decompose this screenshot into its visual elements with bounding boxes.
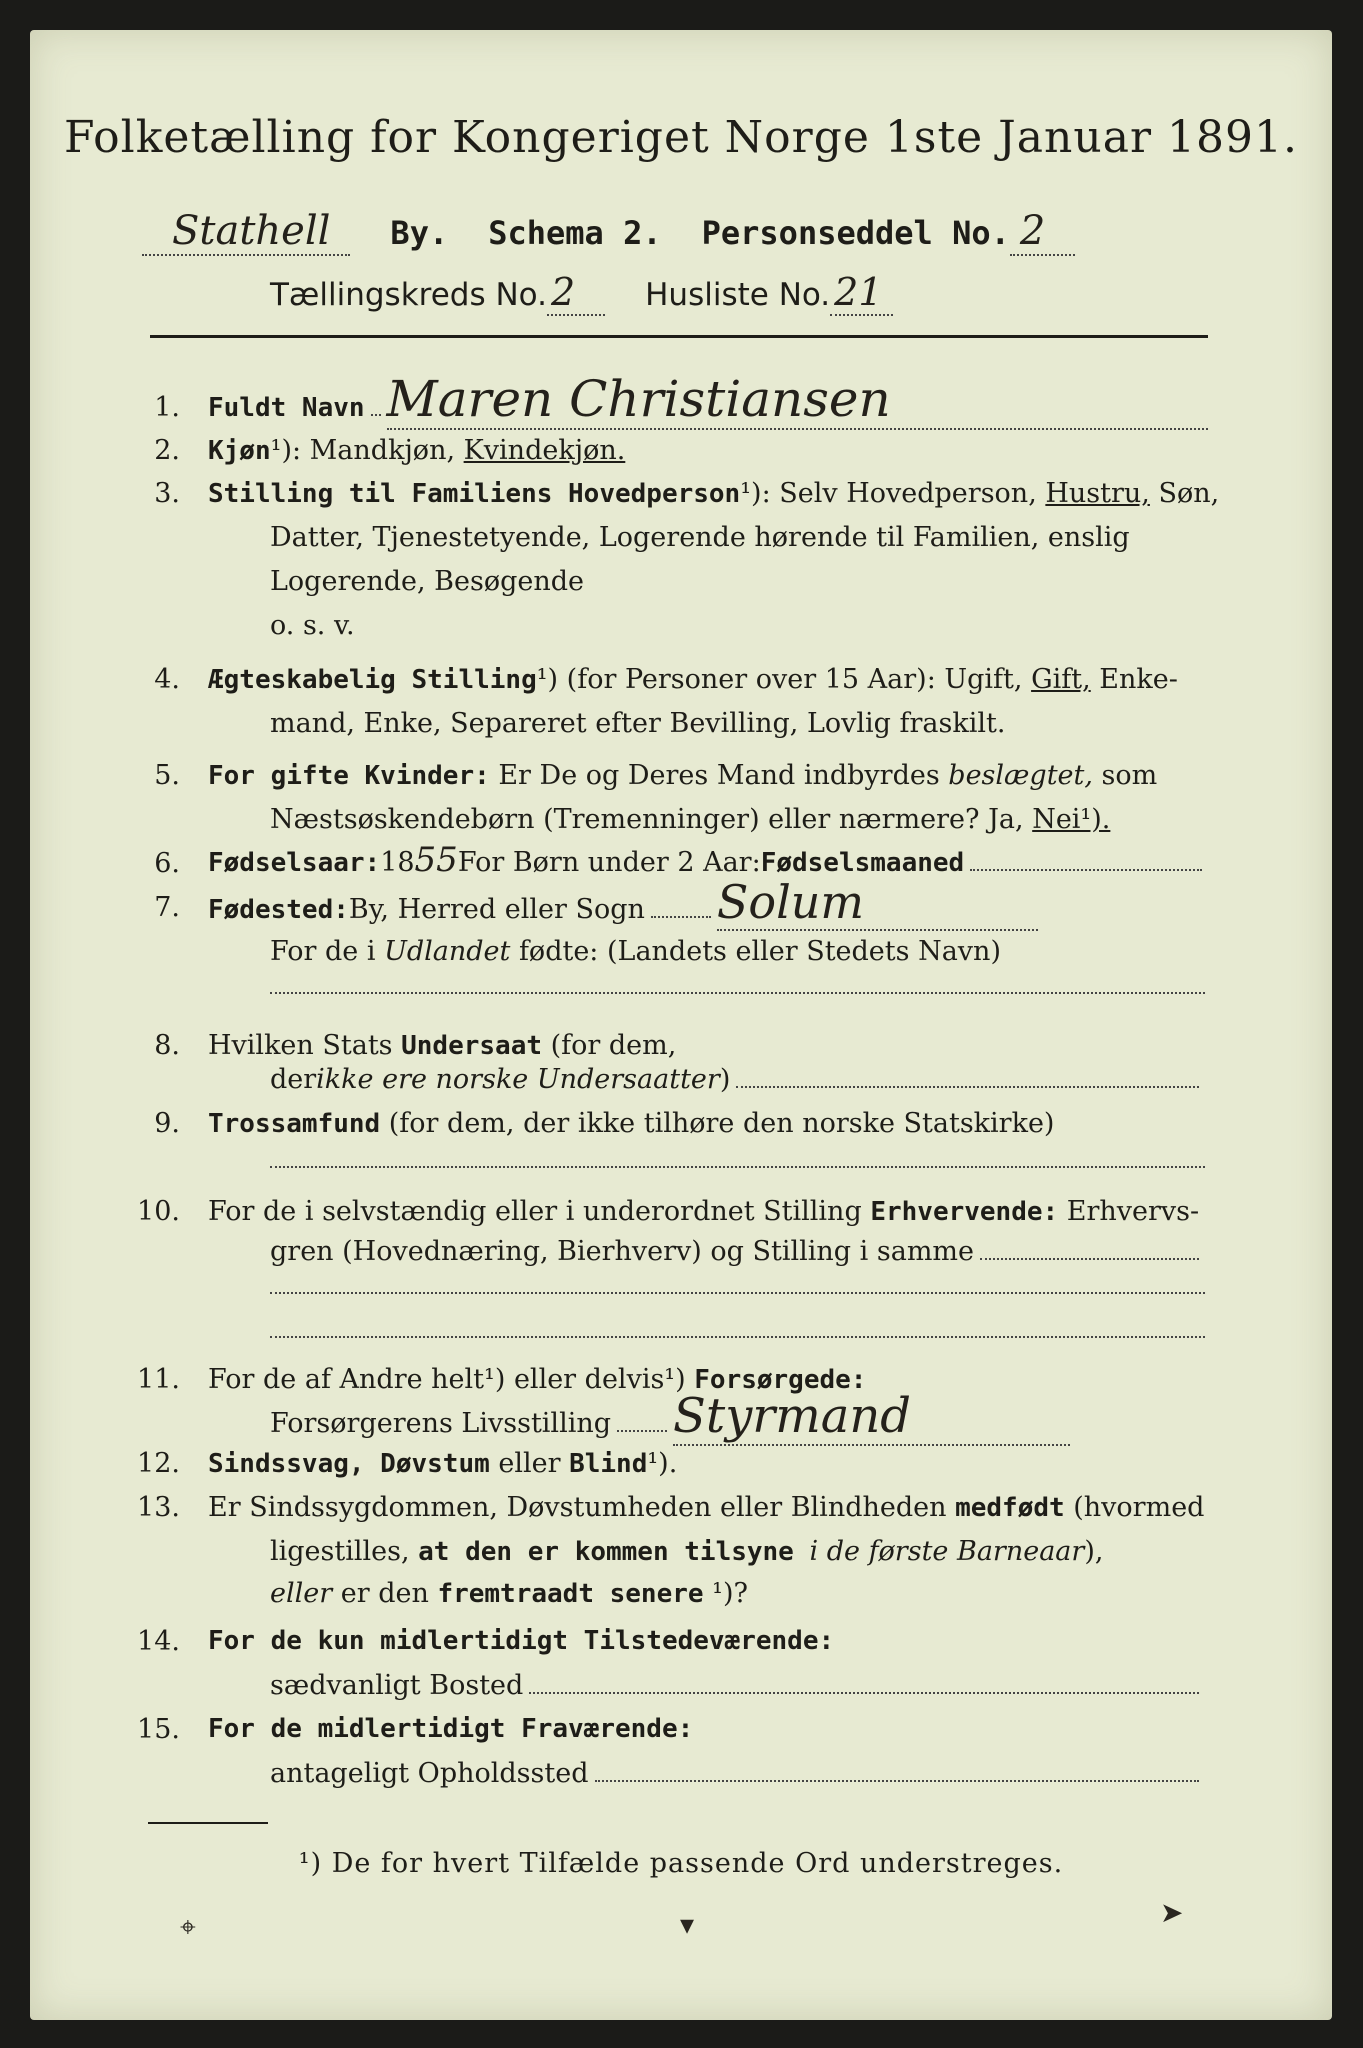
item-8-line2i: ikke ere norske Undersaatter [316, 1064, 720, 1095]
item-13-line3-row [270, 1578, 748, 1609]
item-6-label2: Fødselsmaaned [760, 848, 965, 878]
item-11-line2-row [270, 1388, 1070, 1446]
item-9-label: Trossamfund [208, 1109, 381, 1139]
item-8-line2a: der [270, 1064, 317, 1095]
item-9-blank-line [270, 1166, 1205, 1168]
item-13-number: 13. [137, 1492, 180, 1523]
item-1-row [208, 370, 1208, 430]
item-12-label2: Blind [569, 1449, 648, 1479]
item-8-line2-row [270, 1064, 1205, 1095]
arrow-mark-center: ▾ [680, 1908, 695, 1941]
item-6-value: 55 [414, 840, 458, 880]
form-title: Folketælling for Kongeriget Norge 1ste Januar 1891. [64, 112, 1298, 163]
item-11-line2: Forsørgerens Livsstilling [270, 1408, 612, 1439]
item-4-number: 4. [154, 664, 180, 695]
item-11-number: 11. [137, 1364, 180, 1395]
item-12-row [208, 1448, 677, 1479]
item-12-text: eller [489, 1448, 570, 1479]
item-2-number: 2. [154, 435, 180, 466]
item-7-blank-line [270, 992, 1205, 994]
item-10-text2: Erhvervs- [1058, 1196, 1200, 1227]
item-3-number: 3. [154, 478, 180, 509]
husliste-label: Husliste No. [645, 277, 831, 313]
item-13-line3a: er den [332, 1578, 438, 1609]
footnote: ¹) De for hvert Tilfælde passende Ord understreges. [298, 1848, 1064, 1879]
item-10-text: For de i selvstændig eller i underordnet Stilling [208, 1196, 871, 1227]
item-15-line2-row [270, 1758, 1205, 1789]
item-7-value: Solum [717, 875, 1038, 931]
by-label: By. [390, 214, 449, 252]
census-form-sheet [30, 30, 1332, 2020]
header-line-kreds [270, 270, 893, 316]
item-5-text2: som [1092, 760, 1158, 791]
item-4-row [208, 664, 1178, 695]
item-8-label: Undersaat [401, 1031, 543, 1061]
item-3-text: ¹): Selv Hovedperson, [740, 478, 1046, 509]
item-2-label: Kjøn [208, 436, 271, 466]
item-1-number: 1. [154, 392, 180, 423]
item-15-label: For de midlertidigt Fraværende: [208, 1714, 694, 1744]
item-5-line2-row [270, 804, 1110, 835]
item-3-row [208, 478, 1219, 509]
crosshair-mark-left: ⌖ [180, 1910, 196, 1943]
item-6-text2: For Børn under 2 Aar: [457, 847, 761, 878]
item-2-row [208, 435, 625, 466]
item-14-line2: sædvanligt Bosted [270, 1670, 524, 1701]
item-13-row [208, 1492, 1204, 1523]
item-8-number: 8. [154, 1030, 180, 1061]
footnote-rule [148, 1822, 268, 1824]
item-4-underlined: Gift, [1031, 664, 1091, 695]
item-10-label: Erhvervende: [870, 1197, 1059, 1227]
item-3-line2: Datter, Tjenestetyende, Logerende hørende til Familien, enslig [270, 522, 1130, 553]
item-14-number: 14. [137, 1626, 180, 1657]
item-13-label: medfødt [955, 1493, 1065, 1523]
item-11-text: For de af Andre helt¹) eller delvis¹) [208, 1364, 695, 1395]
item-5-text: Er De og Deres Mand indbyrdes [489, 760, 949, 791]
item-13-line3b: fremtraadt senere [437, 1579, 704, 1609]
item-13-line2c: ), [1084, 1536, 1104, 1567]
item-13-line2b: at den er kommen tilsyne [418, 1537, 810, 1567]
item-9-number: 9. [154, 1108, 180, 1139]
item-8-text2: (for dem, [542, 1030, 677, 1061]
item-13-line3c: ¹)? [703, 1578, 748, 1609]
item-7-row [208, 875, 1038, 931]
item-7-label: Fødested: [208, 895, 349, 925]
item-1-value: Maren Christiansen [387, 370, 1208, 430]
city-handwritten: Stathell [142, 208, 350, 256]
husliste-value: 21 [830, 270, 892, 316]
item-7-line2-row [270, 936, 1001, 967]
item-10-blank-line-2 [270, 1336, 1205, 1338]
item-9-text: (for dem, der ikke tilhøre den norske Statskirke) [380, 1108, 1055, 1139]
item-1-label: Fuldt Navn [208, 393, 365, 423]
item-7-line2i: Udlandet [384, 936, 511, 967]
item-12-label: Sindssvag, Døvstum [208, 1449, 490, 1479]
item-7-text: By, Herred eller Sogn [348, 894, 645, 925]
item-2-text: ¹): Mandkjøn, [270, 435, 464, 466]
personseddel-label: Personseddel No. [701, 214, 1010, 252]
item-9-row [208, 1108, 1054, 1139]
item-4-text: ¹) (for Personer over 15 Aar): Ugift, [536, 664, 1032, 695]
item-2-underlined: Kvindekjøn. [463, 435, 626, 466]
item-14-line2-row [270, 1670, 1205, 1701]
schema-label: Schema 2. [488, 214, 662, 252]
item-14-label: For de kun midlertidigt Tilstedeværende: [208, 1626, 835, 1656]
item-4-text2: Enke- [1090, 664, 1178, 695]
item-6-text: 18 [380, 847, 415, 878]
item-8-line2b: ) [719, 1064, 731, 1095]
item-15-number: 15. [137, 1714, 180, 1745]
item-5-italic: beslægtet, [948, 760, 1093, 791]
item-7-line2a: For de i [270, 936, 385, 967]
item-13-line2a: ligestilles, [270, 1536, 419, 1567]
item-13-line2i: i de første Barneaar [809, 1536, 1085, 1567]
item-13-text2: (hvormed [1064, 1492, 1205, 1523]
item-3-line4: o. s. v. [270, 610, 355, 641]
item-8-row [208, 1030, 676, 1061]
item-10-row [208, 1196, 1199, 1227]
item-7-number: 7. [154, 892, 180, 923]
item-3-label: Stilling til Familiens Hovedperson [208, 479, 741, 509]
item-10-blank-line-1 [270, 1292, 1205, 1294]
item-5-underlined: Nei¹). [1032, 804, 1111, 835]
item-13-line3i: eller [270, 1578, 333, 1609]
item-6-number: 6. [154, 848, 180, 879]
item-5-line2: Næstsøskendebørn (Tremenninger) eller nærmere? Ja, [270, 804, 1033, 835]
item-15-line2: antageligt Opholdssted [270, 1758, 589, 1789]
item-13-line2-row [270, 1536, 1103, 1567]
item-3-underlined: Hustru, [1045, 478, 1150, 509]
item-11-value: Styrmand [673, 1388, 1070, 1446]
item-7-line2b: fødte: (Landets eller Stedets Navn) [510, 936, 1001, 967]
personseddel-value: 2 [1010, 208, 1075, 256]
item-3-text2: Søn, [1149, 478, 1220, 509]
item-12-number: 12. [137, 1448, 180, 1479]
item-5-number: 5. [154, 760, 180, 791]
item-10-line2: gren (Hovednæring, Bierhverv) og Stilling i samme [270, 1236, 975, 1267]
arrow-mark-right: ➤ [1160, 1896, 1184, 1929]
header-line-city [142, 208, 1202, 256]
kreds-value: 2 [547, 270, 605, 316]
item-12-text2: ¹). [647, 1448, 678, 1479]
item-10-line2-row [270, 1236, 1205, 1267]
item-4-line2: mand, Enke, Separeret efter Bevilling, Lovlig fraskilt. [270, 708, 1006, 739]
item-13-text: Er Sindssygdommen, Døvstumheden eller Blindheden [208, 1492, 956, 1523]
item-6-row [208, 840, 1208, 880]
item-10-number: 10. [137, 1196, 180, 1227]
item-8-text: Hvilken Stats [208, 1030, 402, 1061]
item-6-label: Fødselsaar: [208, 848, 381, 878]
header-rule [150, 335, 1208, 338]
item-5-row [208, 760, 1157, 791]
item-4-label: Ægteskabelig Stilling [208, 665, 537, 695]
item-11-label: Forsørgede: [694, 1365, 867, 1395]
item-5-label: For gifte Kvinder: [208, 761, 490, 791]
kreds-label: Tællingskreds No. [270, 277, 547, 313]
item-3-line3: Logerende, Besøgende [270, 566, 584, 597]
